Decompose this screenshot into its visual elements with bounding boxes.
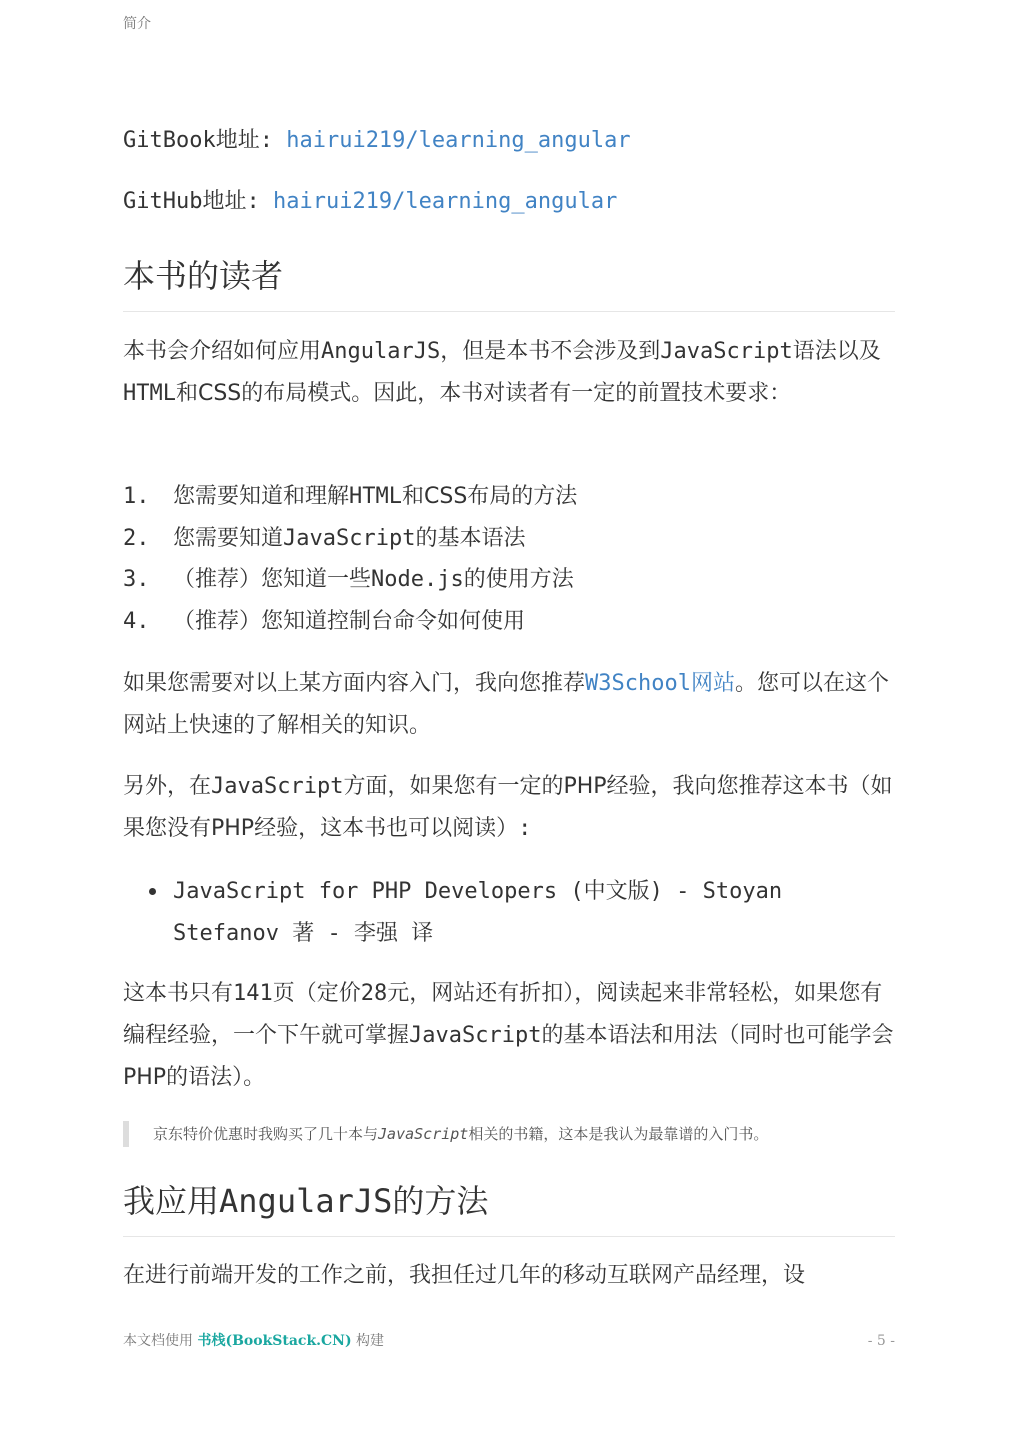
list-item: 1. 您需要知道和理解HTML和CSS布局的方法: [123, 484, 578, 509]
w3school-link[interactable]: W3School网站: [585, 671, 735, 696]
list-item: 2. 您需要知道JavaScript的基本语法: [123, 525, 526, 551]
blockquote-note: 京东特价优惠时我购买了几十本与JavaScript相关的书籍，这本是我认为最靠谱的入门书。: [123, 1121, 895, 1147]
bullet-icon: [149, 888, 156, 895]
book-detail-paragraph: 这本书只有141页（定价28元，网站还有折扣），阅读起来非常轻松，如果您有编程经验，一个下午就可掌握JavaScript的基本语法和用法（同时也可能学会PHP的语法）。: [123, 981, 894, 1090]
list-item: 3. （推荐）您知道一些Node.js的使用方法: [123, 567, 574, 592]
gitbook-line: [123, 126, 631, 156]
document-page: [123, 0, 895, 1440]
page-footer: 本文档使用 书栈(BookStack.CN) 构建 - 5 -: [123, 1333, 895, 1349]
bookstack-link[interactable]: 书栈(BookStack.CN): [197, 1333, 352, 1349]
gitbook-label: GitBook地址:: [123, 128, 287, 153]
list-item: 4. （推荐）您知道控制台命令如何使用: [123, 608, 526, 634]
page-number: - 5 -: [867, 1333, 895, 1349]
github-line: [123, 187, 617, 217]
heading-divider: [123, 311, 895, 312]
method-paragraph: 在进行前端开发的工作之前，我担任过几年的移动互联网产品经理，设: [123, 1263, 806, 1288]
php-book-paragraph: 另外，在JavaScript方面，如果您有一定的PHP经验，我向您推荐这本书（如果您没有PHP经验，这本书也可以阅读）:: [123, 774, 893, 841]
book-list: [123, 871, 895, 955]
github-link[interactable]: hairui219/learning_angular: [272, 189, 618, 214]
section-heading-method: 我应用AngularJS的方法: [123, 1182, 489, 1220]
prerequisite-list: [123, 476, 895, 642]
github-label: GitHub地址:: [123, 189, 273, 214]
section-heading-readers: 本书的读者: [123, 257, 284, 295]
running-header: 简介: [123, 16, 151, 32]
list-item: JavaScript for PHP Developers (中文版) - Stoyan Stefanov 著 - 李强 译: [123, 871, 895, 955]
heading-divider: [123, 1236, 895, 1237]
intro-paragraph: 本书会介绍如何应用AngularJS，但是本书不会涉及到JavaScript语法以及HTML和CSS的布局模式。因此，本书对读者有一定的前置技术要求：: [123, 339, 881, 406]
w3school-paragraph: 如果您需要对以上某方面内容入门，我向您推荐W3School网站。您可以在这个网站上快速的了解相关的知识。: [123, 671, 890, 738]
gitbook-link[interactable]: hairui219/learning_angular: [286, 128, 631, 153]
